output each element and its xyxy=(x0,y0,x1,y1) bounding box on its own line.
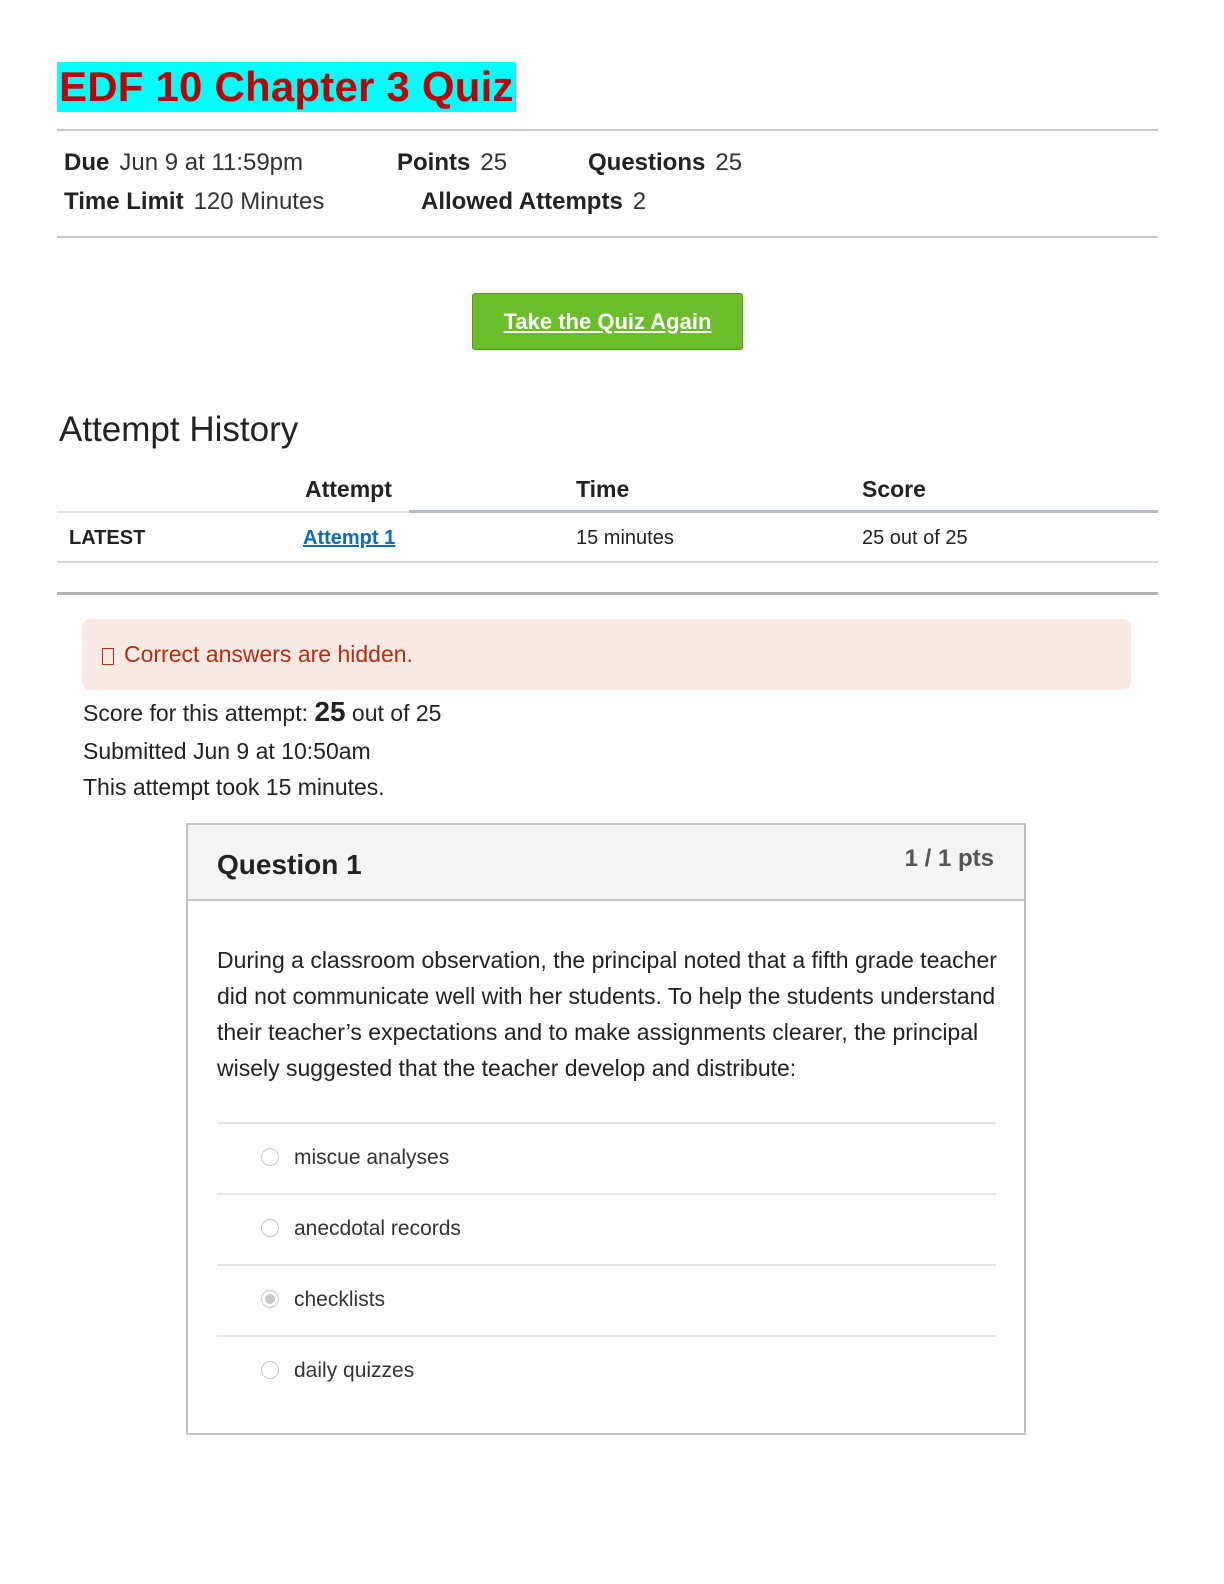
answer-option[interactable] xyxy=(217,1122,996,1192)
take-quiz-again-button[interactable]: Take the Quiz Again xyxy=(472,293,743,350)
time-limit-label: Time Limit xyxy=(64,188,184,215)
answer-label: daily quizzes xyxy=(294,1359,415,1382)
points-info xyxy=(397,148,507,178)
column-header-time: Time xyxy=(576,476,630,502)
radio-button[interactable] xyxy=(261,1219,279,1237)
points-value: 25 xyxy=(480,149,508,176)
questions-info xyxy=(588,148,742,178)
radio-button[interactable] xyxy=(261,1148,279,1166)
allowed-attempts-value: 2 xyxy=(632,188,647,215)
table-header-border xyxy=(409,510,1158,513)
question-points: 1 / 1 pts xyxy=(904,845,994,872)
question-text: During a classroom observation, the principal noted that a fifth grade teacher did not communicate well with her students. To help the students understand their teacher’s expectations and to make assignments clearer, the principal wisely suggested that the teacher develop and distribute: xyxy=(217,947,997,1081)
answer-option[interactable] xyxy=(217,1193,996,1263)
attempt-score: 25 out of 25 xyxy=(862,527,968,549)
time-limit-value: 120 Minutes xyxy=(193,188,325,215)
correct-answers-hidden-alert xyxy=(82,619,1131,690)
answer-option-selected[interactable] xyxy=(217,1264,996,1334)
due-info xyxy=(64,148,303,178)
allowed-attempts-label: Allowed Attempts xyxy=(421,188,623,215)
duration-line: This attempt took 15 minutes. xyxy=(83,774,385,800)
attempt-time: 15 minutes xyxy=(576,527,674,549)
info-icon xyxy=(102,648,114,665)
alert-text: Correct answers are hidden. xyxy=(124,641,413,667)
points-label: Points xyxy=(397,149,471,176)
answer-label: anecdotal records xyxy=(294,1217,461,1240)
page-title: EDF 10 Chapter 3 Quiz xyxy=(59,63,514,110)
time-limit-info xyxy=(64,187,324,217)
answer-label: miscue analyses xyxy=(294,1146,450,1169)
divider xyxy=(57,236,1158,238)
table-header-border xyxy=(57,511,409,513)
attempt-1-link[interactable]: Attempt 1 xyxy=(303,527,396,549)
divider xyxy=(57,592,1158,595)
submitted-line: Submitted Jun 9 at 10:50am xyxy=(83,738,371,764)
column-header-score: Score xyxy=(862,476,926,502)
column-header-attempt: Attempt xyxy=(305,476,392,502)
due-value: Jun 9 at 11:59pm xyxy=(119,149,304,176)
due-label: Due xyxy=(64,149,110,176)
answer-option[interactable] xyxy=(217,1335,996,1405)
divider xyxy=(57,561,1158,563)
question-title: Question 1 xyxy=(217,849,362,880)
divider xyxy=(57,129,1158,131)
questions-label: Questions xyxy=(588,149,706,176)
question-card xyxy=(186,823,1026,1435)
question-header xyxy=(188,825,1024,901)
questions-value: 25 xyxy=(715,149,743,176)
radio-button-selected[interactable] xyxy=(261,1290,279,1308)
attempt-score-line xyxy=(83,697,441,728)
score-prefix: Score for this attempt: xyxy=(83,700,308,726)
radio-button[interactable] xyxy=(261,1361,279,1379)
allowed-attempts-info xyxy=(421,187,646,217)
attempt-history-heading: Attempt History xyxy=(59,410,299,449)
score-value: 25 xyxy=(314,696,346,727)
latest-tag: LATEST xyxy=(69,527,146,549)
score-suffix: out of 25 xyxy=(351,700,442,726)
answer-label: checklists xyxy=(294,1288,386,1311)
